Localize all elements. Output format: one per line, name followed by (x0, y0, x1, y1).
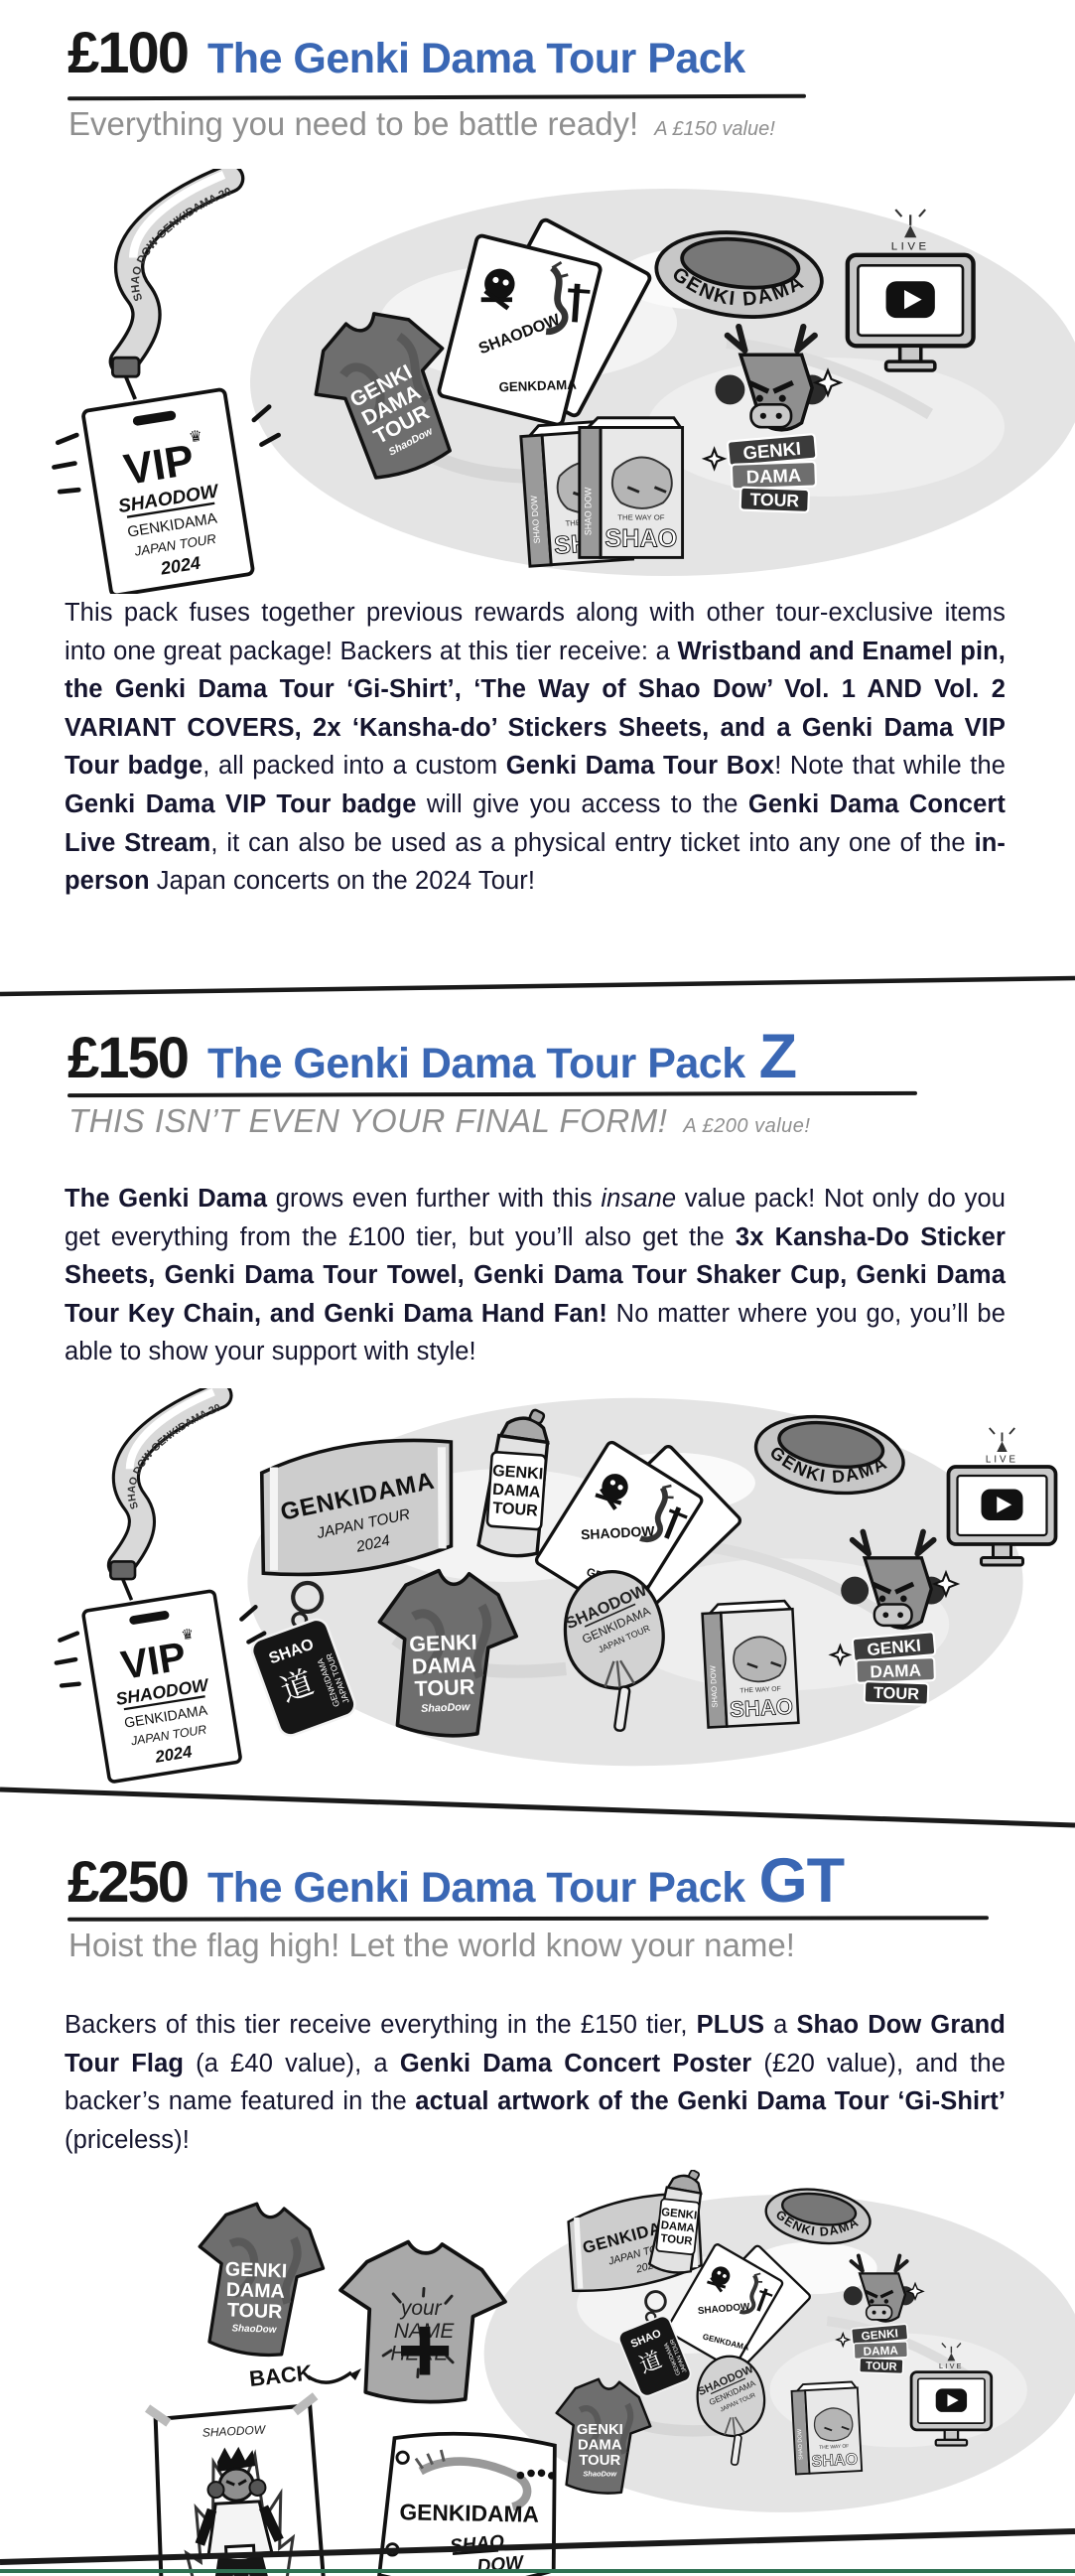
tier-100-items-illustration (0, 169, 1075, 594)
vip-badge-lanyard-art (42, 169, 279, 594)
tier-150-title: The Genki Dama Tour Pack (207, 1040, 745, 1087)
tier-100-value-note: A £150 value! (654, 118, 775, 140)
live-stream-tv-art (949, 1428, 1056, 1565)
tier-250-tagline (68, 1927, 811, 1964)
tier-100-underline (67, 94, 806, 101)
tier-100-tagline-text: Everything you need to be battle ready! (68, 105, 639, 142)
tier-250-title: The Genki Dama Tour Pack (207, 1864, 745, 1912)
tier-250-items-illustration (0, 2170, 1075, 2576)
tier-250-underline (67, 1916, 989, 1922)
tier-150-header (67, 1021, 796, 1092)
tier-150-underline (67, 1091, 917, 1097)
section-divider-2 (0, 1780, 1075, 1835)
gi-shirt-front-art (183, 2196, 332, 2364)
tier-100-title: The Genki Dama Tour Pack (207, 35, 745, 82)
tier-100-tagline (68, 105, 775, 143)
tier-100-description: This pack fuses together previous rewards along with other tour-exclusive items into one great package! Backers at this tier receive: a Wristband and Enamel pin, the Genki Dama Tour ‘Gi-Shirt’, ‘The Way of Shao Dow’ Vol. 1 AND Vol. 2 VARIANT COVERS, 2x ‘Kansha-do’ Stickers Sheets, and a Genki Dama VIP Tour badge, all packed into a custom Genki Dama Tour Box! Note that while the Genki Dama VIP Tour badge will give you access to the Genki Dama Concert Live Stream, it can also be used as a physical entry ticket into any one of the in-person Japan concerts on the 2024 Tour! (65, 599, 1007, 896)
manga-books-art (520, 418, 682, 566)
tier-100-price: £100 (67, 21, 189, 85)
arrow-head-icon (349, 2368, 361, 2380)
back-label-arrow (248, 2360, 361, 2391)
tier-150-tagline (68, 1102, 810, 1140)
tier-150-value-note: A £200 value! (683, 1115, 811, 1137)
section-divider-1 (0, 968, 1075, 1003)
manga-book-art (702, 1601, 798, 1728)
manga-book-art (791, 2381, 862, 2474)
tier-250-tagline-text: Hoist the flag high! Let the world know your name! (68, 1927, 795, 1963)
tier-250-description: Backers of this tier receive everything in the £150 tier, PLUS a Shao Dow Grand Tour Flag (a £40 value), a Genki Dama Concert Poster (£20 value), and the backer’s name featured in the actual artwork of the Genki Dama Tour ‘Gi-Shirt’ (priceless)! (65, 2011, 1007, 2154)
tier-150-suffix: Z (758, 1022, 797, 1091)
tier-150-tagline-text: THIS ISN’T EVEN YOUR FINAL FORM! (68, 1102, 668, 1139)
vip-badge-lanyard-art (45, 1388, 264, 1783)
tier-150-description: The Genki Dama grows even further with this insane value pack! Not only do you get everything from the £100 tier, but you’ll also get the 3x Kansha-Do Sticker Sheets, Genki Dama Tour Towel, Genki Dama Tour Shaker Cup, Genki Dama Tour Key Chain, and Genki Dama Hand Fan! No matter where you go, you’ll be able to show your support with style! (65, 1185, 1007, 1366)
tier-250-header (67, 1845, 844, 1917)
section-divider-3 (0, 2520, 1075, 2570)
tier-100-header (67, 20, 759, 86)
tier-250-price: £250 (67, 1850, 189, 1915)
tier-150-items-illustration (0, 1388, 1075, 1786)
plus-icon: + (397, 2297, 454, 2403)
tier-250-suffix: GT (758, 1846, 845, 1916)
back-label: BACK (247, 2360, 314, 2391)
bottom-edge-bar (0, 2569, 1075, 2573)
tier-150-price: £150 (67, 1026, 189, 1090)
